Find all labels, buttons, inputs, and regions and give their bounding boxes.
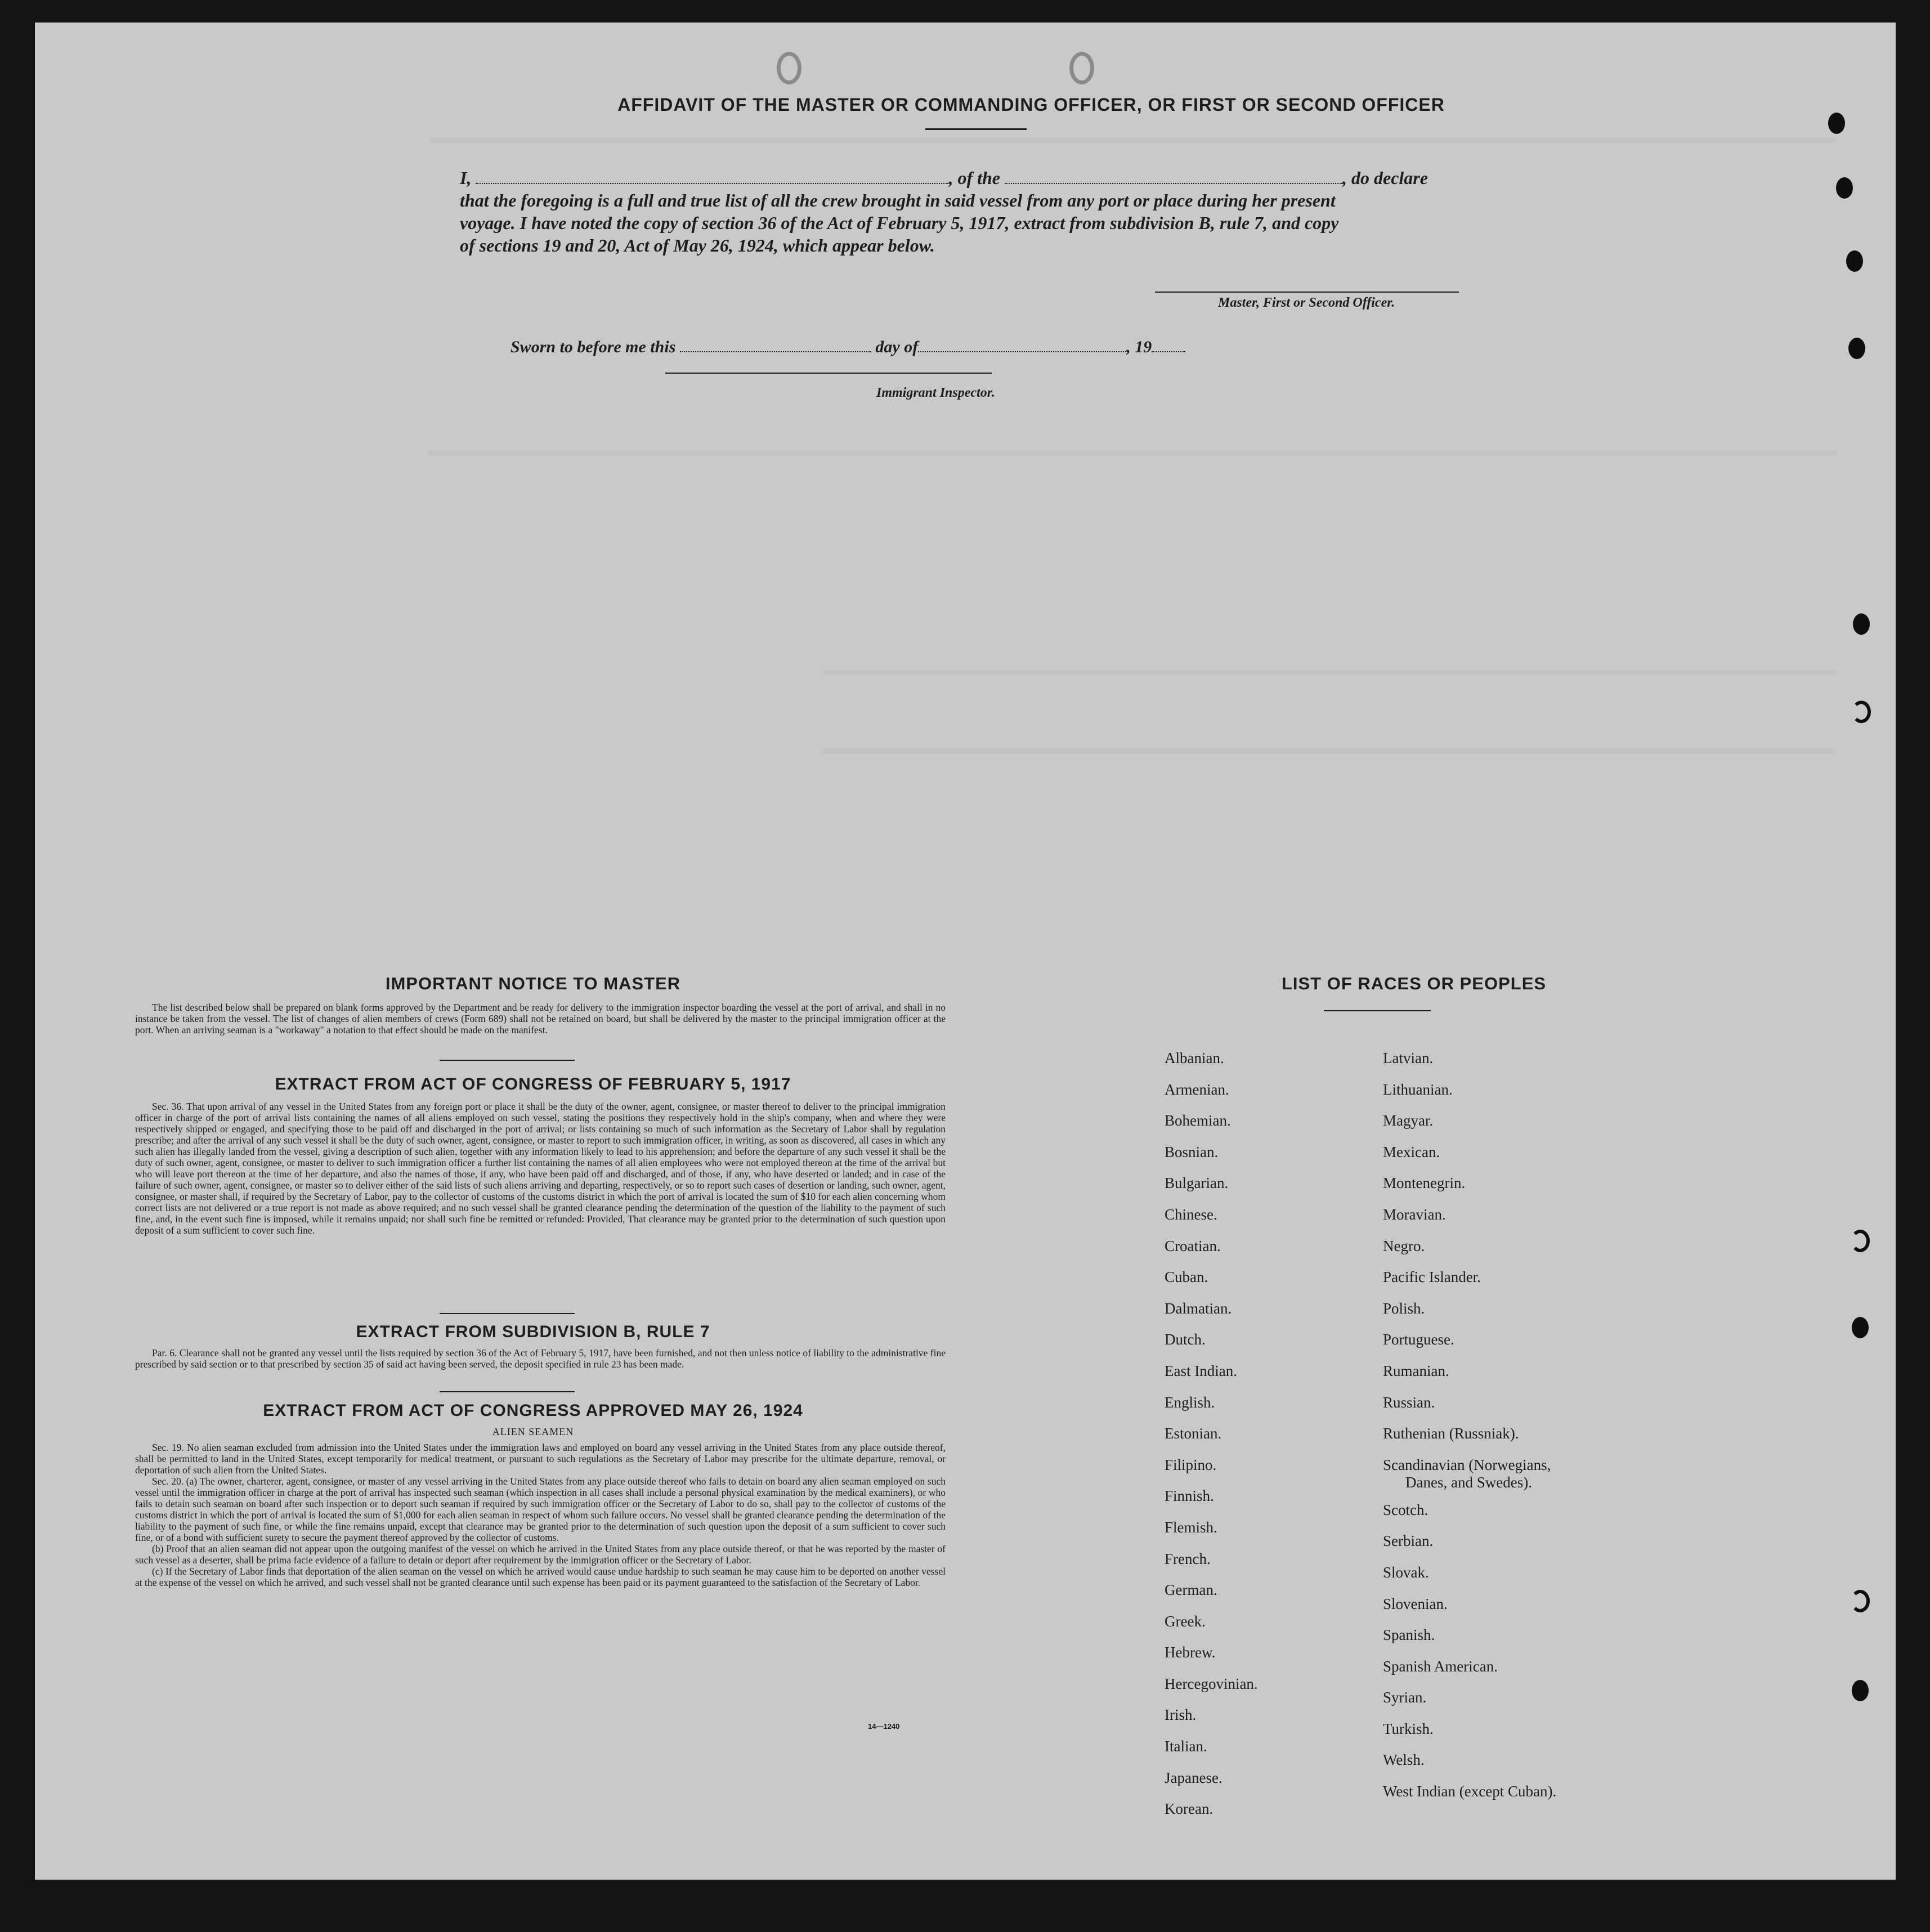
extract-1924-text [135, 1442, 946, 1588]
sworn-end: , 19 [1126, 338, 1152, 356]
race-item: Scandinavian (Norwegians, [1383, 1456, 1551, 1473]
race-item: Russian. [1383, 1393, 1435, 1411]
binding-hole [1846, 250, 1863, 272]
race-item: Portuguese. [1383, 1331, 1454, 1348]
signature-line[interactable] [1155, 292, 1459, 293]
race-item: East Indian. [1165, 1362, 1237, 1379]
extract-1917-title: EXTRACT FROM ACT OF CONGRESS OF FEBRUARY 5, 1917 [275, 1075, 791, 1093]
race-item: Cuban. [1165, 1268, 1208, 1286]
race-item: Bosnian. [1165, 1143, 1219, 1160]
race-item: Croatian. [1165, 1237, 1221, 1254]
race-item: Serbian. [1383, 1532, 1434, 1550]
race-item: Dutch. [1165, 1331, 1206, 1348]
race-item: Flemish. [1165, 1518, 1217, 1536]
divider [925, 128, 1027, 130]
extract-1924-title: EXTRACT FROM ACT OF CONGRESS APPROVED MAY 26, 1924 [263, 1401, 803, 1420]
form-number: 14—1240 [868, 1722, 900, 1731]
race-item: Albanian. [1165, 1050, 1224, 1066]
races-title: LIST OF RACES OR PEOPLES [1281, 974, 1547, 993]
race-item: Korean. [1165, 1800, 1213, 1818]
race-item: Filipino. [1165, 1456, 1217, 1473]
race-item: Dalmatian. [1165, 1299, 1232, 1317]
notice-title: IMPORTANT NOTICE TO MASTER [385, 974, 681, 993]
race-item: Spanish American. [1383, 1657, 1498, 1675]
sworn-line [511, 337, 1298, 357]
race-item: Magyar. [1383, 1112, 1434, 1129]
race-item: Bulgarian. [1165, 1175, 1229, 1192]
race-item: Danes, and Swedes). [1405, 1473, 1532, 1491]
signature-label: Master, First or Second Officer. [1218, 295, 1395, 310]
divider [440, 1391, 575, 1392]
divider [1324, 1010, 1431, 1011]
race-item: Slovenian. [1383, 1595, 1448, 1612]
affidavit-line-1-mid: , of the [948, 168, 1000, 188]
race-item: Japanese. [1165, 1769, 1223, 1786]
races-left-column [1165, 1050, 1412, 1832]
race-item: Hebrew. [1165, 1644, 1216, 1661]
document-sheet [35, 23, 1896, 1880]
race-item: Polish. [1383, 1299, 1425, 1317]
race-item: Spanish. [1383, 1626, 1435, 1644]
bleed-through-row [823, 670, 1836, 675]
punch-mark [1069, 52, 1094, 84]
race-item: Bohemian. [1165, 1112, 1231, 1129]
month-blank[interactable] [918, 337, 1126, 352]
race-item: Negro. [1383, 1237, 1425, 1254]
extract-1924-subtitle: ALIEN SEAMEN [492, 1426, 574, 1437]
bleed-through-row [429, 138, 1836, 144]
binding-hole [1851, 1230, 1870, 1252]
race-item: Scotch. [1383, 1501, 1429, 1518]
binding-hole [1852, 701, 1871, 723]
name-blank[interactable] [476, 168, 948, 184]
race-item-multiline [1383, 1456, 1631, 1501]
binding-hole [1852, 1317, 1869, 1338]
extract-rule7-title: EXTRACT FROM SUBDIVISION B, RULE 7 [356, 1323, 710, 1341]
inspector-label: Immigrant Inspector. [876, 385, 995, 400]
binding-hole [1853, 613, 1870, 635]
race-item: Estonian. [1165, 1425, 1222, 1442]
notice-paragraph: The list described below shall be prepared on blank forms approved by the Department and be ready for delivery to the immigration inspector boarding the vessel at the port of arrival, and shall in no instance be taken from the vessel. The list of changes of alien members of crews (Form 689) shall not be retained on board, but shall be delivered by the master to the principal immigration officer at the port. When an arriving seaman is a "workaway" a notation to that effect should be made on the manifest. [135, 1002, 946, 1036]
divider [440, 1060, 575, 1061]
race-item: Latvian. [1383, 1050, 1434, 1066]
punch-mark [777, 52, 801, 84]
notice-text [135, 1002, 946, 1036]
bleed-through-row [823, 748, 1836, 754]
race-item: Moravian. [1383, 1205, 1446, 1223]
binding-hole [1851, 1590, 1870, 1612]
inspector-signature-line[interactable] [665, 373, 992, 374]
paragraph-6: Par. 6. Clearance shall not be granted any vessel until the lists required by section 36 of the Act of February 5, 1917, have been furnished, and not then unless notice of liability to the administrative fine prescribed by said section or to that prescribed by section 35 of said act having been served, the deposit specified in rule 23 has been made. [135, 1347, 946, 1370]
race-item: Pacific Islander. [1383, 1268, 1481, 1286]
affidavit-line-3: voyage. I have noted the copy of section 36 of the Act of February 5, 1917, extract from subdivision B, rule 7, and copy [460, 213, 1339, 233]
race-item: Ruthenian (Russniak). [1383, 1425, 1519, 1442]
race-item: Italian. [1165, 1738, 1207, 1755]
affidavit-line-1-start: I, [460, 168, 472, 188]
section-20c-paragraph: (c) If the Secretary of Labor finds that deportation of the alien seaman on the vessel on which he arrived would cause undue hardship to such seaman he may cause him to be deported on another vessel at the expense of the vessel on which he arrived, and such vessel shall not be granted clearance until such expense has been paid or its payment guaranteed to the satisfaction of the Secretary of Labor. [135, 1566, 946, 1588]
race-item: Montenegrin. [1383, 1175, 1466, 1192]
race-item: Chinese. [1165, 1205, 1217, 1223]
section-20b-paragraph: (b) Proof that an alien seaman did not appear upon the outgoing manifest of the vessel on which he arrived in the United States from any place outside thereof, or that he was reported by the master of such vessel as a deserter, shall be prima facie evidence of a failure to detain or deport after requirement by the immigration officer or the Secretary of Labor. [135, 1543, 946, 1566]
binding-hole [1848, 338, 1865, 359]
section-19-paragraph: Sec. 19. No alien seaman excluded from admission into the United States under the immigration laws and employed on board any vessel arriving in the United States from any place outside thereof, shall be permitted to land in the United States, except temporarily for medical treatment, or pursuant to such regulations as the Secretary of Labor may prescribe for the ultimate departure, removal, or deportation of such alien from the United States. [135, 1442, 946, 1476]
affidavit-line-4: of sections 19 and 20, Act of May 26, 1924, which appear below. [460, 235, 935, 255]
race-item: Irish. [1165, 1706, 1197, 1724]
race-item: Finnish. [1165, 1487, 1214, 1505]
race-item: Rumanian. [1383, 1362, 1449, 1379]
affidavit-line-1 [460, 167, 1541, 189]
race-item: Syrian. [1383, 1689, 1427, 1706]
race-item: Lithuanian. [1383, 1081, 1453, 1098]
race-item: French. [1165, 1550, 1211, 1567]
affidavit-line-2: that the foregoing is a full and true list of all the crew brought in said vessel from any port or place during her present [460, 190, 1336, 210]
race-item: Welsh. [1383, 1751, 1425, 1769]
sworn-mid: day of [875, 338, 919, 356]
race-item: German. [1165, 1581, 1217, 1599]
race-item: Turkish. [1383, 1720, 1434, 1737]
bleed-through-row [429, 450, 1836, 456]
race-item: Armenian. [1165, 1081, 1229, 1098]
extract-rule7-text [135, 1347, 946, 1370]
race-item: Mexican. [1383, 1143, 1440, 1160]
extract-1917-text [135, 1101, 946, 1236]
vessel-blank[interactable] [1005, 168, 1342, 184]
divider [440, 1313, 575, 1314]
section-20a-paragraph: Sec. 20. (a) The owner, charterer, agent, consignee, or master of any vessel arriving in the United States from any place outside thereof who fails to detain on board any alien seaman employed on such vessel until the immigration officer in charge at the port of arrival has inspected such seaman (which inspection in all cases shall include a personal physical examination by the medical examiners), or who fails to detain such seaman on board after such inspection or to deport such seaman if required by such immigration officer or the Secretary of Labor to do so, shall pay to the collector of customs of the customs district in which the port of arrival is located the sum of $1,000 for each alien seaman in respect of whom such failure occurs. No vessel shall be granted clearance pending the determination of the liability to the payment of such fine, or while the fine remains unpaid, except that clearance may be granted prior to the determination of such question upon the deposit of a sum sufficient to cover such fine, or of a bond with sufficient surety to secure the payment thereof approved by the collector of customs. [135, 1476, 946, 1543]
binding-hole [1852, 1680, 1869, 1701]
race-item: Greek. [1165, 1612, 1206, 1630]
race-item: West Indian (except Cuban). [1383, 1783, 1557, 1800]
day-blank[interactable] [680, 337, 871, 352]
race-item: English. [1165, 1393, 1215, 1411]
race-item: Slovak. [1383, 1563, 1429, 1581]
affidavit-line-1-end: , do declare [1342, 168, 1428, 188]
sworn-start: Sworn to before me this [511, 338, 676, 356]
binding-hole [1828, 113, 1845, 134]
affidavit-title: AFFIDAVIT OF THE MASTER OR COMMANDING OFFICER, OR FIRST OR SECOND OFFICER [617, 95, 1445, 115]
binding-hole [1836, 177, 1853, 199]
section-36-paragraph: Sec. 36. That upon arrival of any vessel in the United States from any foreign port or place it shall be the duty of the owner, agent, consignee, or master thereof to deliver to the principal immigration officer in charge of the port of arrival lists containing the names of all aliens employed on such vessel, stating the positions they respectively hold in the ship's company, when and where they were respectively shipped or engaged, and specifying those to be paid off and discharged in the port of arrival; or lists containing so much of such information as the Secretary of Labor shall by regulation prescribe; and after the arrival of any such vessel it shall be the duty of such owner, agent, consignee, or master to report to such immigration officer, in writing, as soon as discovered, all cases in which any such alien has illegally landed from the vessel, giving a description of such alien, together with any information likely to lead to his apprehension; and before the departure of any such vessel it shall be the duty of such owner, agent, consignee, or master to deliver to such immigration officer a further list containing the names of all alien employees who were not employed thereon at the time of the arrival but who will leave port thereon at the time of her departure, and also the names of those, if any, who have been paid off and discharged, and of those, if any, who have deserted or landed; and in case of the failure of such owner, agent, consignee, or master so to deliver either of the said lists of such aliens arriving and departing, respectively, or so to report such cases of desertion or landing, such owner, agent, consignee, or master shall, if required by the Secretary of Labor, pay to the collector of customs of the customs district in which the port of arrival is located the sum of $10 for each alien concerning whom correct lists are not delivered or a true report is not made as above required; and no such vessel shall be granted clearance pending the determination of the question of the liability to the payment of such fine, and, in the event such fine is imposed, while it remains unpaid; nor shall such fine be remitted or refunded: Provided, That clearance may be granted prior to the determination of such question upon deposit of a sum sufficient to cover such fine. [135, 1101, 946, 1236]
affidavit-text [460, 167, 1541, 257]
year-blank[interactable] [1152, 337, 1185, 352]
races-right-column [1383, 1050, 1631, 1814]
race-item: Hercegovinian. [1165, 1675, 1258, 1692]
